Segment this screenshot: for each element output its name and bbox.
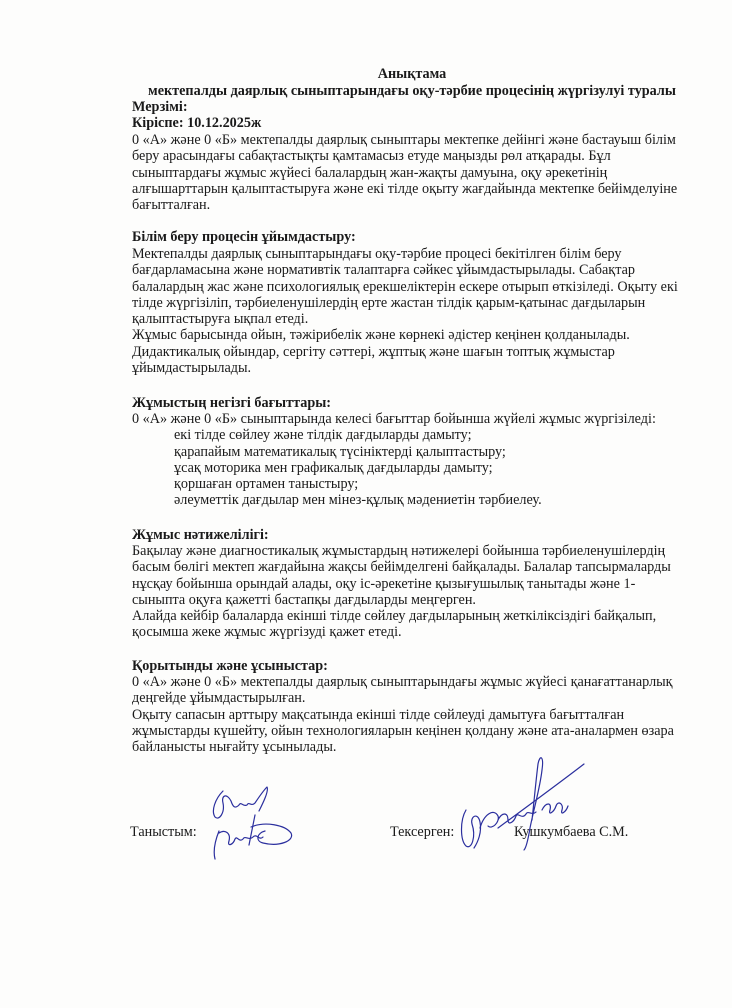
list-item: әлеуметтік дағдылар мен мінез-құлық мәдениетін тәрбиелеу. bbox=[174, 492, 542, 509]
intro-paragraph bbox=[132, 132, 692, 213]
text-line: сыныпта оқуға қажетті бастапқы дағдыларды меңгерген. bbox=[132, 591, 476, 608]
text-line: басым бөлігі мектеп жағдайына жақсы бейімделгені байқалады. Балалар тапсырмаларды bbox=[132, 559, 671, 576]
section-heading-conclusion: Қорытынды және ұсыныстар: bbox=[132, 658, 328, 674]
text-line: 0 «А» және 0 «Б» мектепалды даярлық сыныптарындағы жұмыс жүйесі қанағаттанарлық bbox=[132, 674, 673, 690]
text-line: Жұмыс барысында ойын, тәжірибелік және көрнекі әдістер кеңінен қолданылады. bbox=[132, 327, 630, 344]
checked-label: Тексерген: bbox=[390, 824, 455, 840]
checked-name: Кушкумбаева С.М. bbox=[514, 824, 629, 840]
signature-acknowledged-icon bbox=[205, 785, 315, 865]
text-line: Алайда кейбір балаларда екінші тілде сөйлеу дағдыларының жеткіліксіздігі байқалып, bbox=[132, 608, 657, 625]
section-organization-body bbox=[132, 246, 692, 376]
list-item: қарапайым математикалық түсініктерді қалыптастыру; bbox=[174, 443, 506, 460]
text-line: беру арасындағы сабақтастықты қамтамасыз етуде маңызды рөл атқарады. Бұл bbox=[132, 148, 611, 165]
document-title: Анықтама bbox=[377, 66, 447, 82]
text-line: балалардың жас және психологиялық ерекшеліктерін ескере отырып өткізіледі. Оқыту екі bbox=[132, 278, 678, 295]
intro-heading: Кіріспе: 10.12.2025ж bbox=[132, 115, 262, 131]
list-item: екі тілде сөйлеу және тілдік дағдыларды дамыту; bbox=[174, 427, 472, 444]
text-line: деңгейде ұйымдастырылған. bbox=[132, 690, 306, 707]
list-item: ұсақ моторика мен графикалық дағдыларды дамыту; bbox=[174, 459, 493, 476]
section-conclusion-body bbox=[132, 674, 692, 755]
section-heading-directions: Жұмыстың негізгі бағыттары: bbox=[132, 395, 332, 411]
section-directions-body bbox=[132, 411, 692, 509]
text-line: бағдарламасына және нормативтік талаптарға сәйкес ұйымдастырылады. Сабақтар bbox=[132, 262, 635, 279]
text-line: алғышарттарын қалыптастыруға және екі тілде оқыту жағдайында мектепке бейімделуіне bbox=[132, 180, 678, 197]
text-line: Мектепалды даярлық сыныптарындағы оқу-тәрбие процесі бекітілген білім беру bbox=[132, 246, 622, 262]
section-results-body bbox=[132, 543, 692, 641]
text-line: жұмыстарды күшейту, ойын технологияларын кеңінен қолдану және ата-аналармен өзара bbox=[132, 722, 674, 739]
acknowledged-label: Таныстым: bbox=[130, 824, 197, 840]
text-line: байланысты нығайту ұсынылады. bbox=[132, 739, 337, 756]
text-line: Оқыту сапасын арттыру мақсатында екінші тілде сөйлеуді дамытуға бағытталған bbox=[132, 706, 625, 723]
text-line: 0 «А» және 0 «Б» сыныптарында келесі бағыттар бойынша жүйелі жұмыс жүргізіледі: bbox=[132, 411, 656, 427]
text-line: тілде жүргізіліп, тәрбиеленушілердің ерте жастан тілдік қарым-қатынас дағдыларын bbox=[132, 294, 646, 311]
text-line: нұсқау бойынша орындай алады, оқу іс-әрекетіне қызығушылық танытады және 1- bbox=[132, 575, 636, 592]
text-line: бағытталған. bbox=[132, 197, 211, 214]
section-heading-organization: Білім беру процесін ұйымдастыру: bbox=[132, 229, 356, 245]
document-subtitle: мектепалды даярлық сыныптарындағы оқу-тәрбие процесінің жүргізулуі туралы bbox=[148, 83, 676, 99]
list-item: қоршаған ортамен таныстыру; bbox=[174, 476, 359, 493]
text-line: сыныптардағы жұмыс жүйесі балалардың жан-жақты дамуына, оқу әрекетінің bbox=[132, 164, 608, 181]
text-line: Дидактикалық ойындар, сергіту сәттері, жұптық және шағын топтық жұмыстар bbox=[132, 343, 615, 360]
text-line: 0 «А» және 0 «Б» мектепалды даярлық сыныптары мектепке дейінгі және бастауыш білім bbox=[132, 132, 676, 148]
text-line: ұйымдастырылады. bbox=[132, 360, 252, 377]
deadline-label: Мерзімі: bbox=[132, 99, 188, 115]
text-line: қалыптастыруға ықпал етеді. bbox=[132, 311, 309, 328]
text-line: қосымша жеке жұмыс жүргізуді қажет етеді. bbox=[132, 624, 402, 641]
signature-checked-icon bbox=[458, 750, 588, 855]
section-heading-results: Жұмыс нәтижелілігі: bbox=[132, 527, 269, 543]
text-line: Бақылау және диагностикалық жұмыстардың нәтижелері бойынша тәрбиеленушілердің bbox=[132, 543, 666, 559]
